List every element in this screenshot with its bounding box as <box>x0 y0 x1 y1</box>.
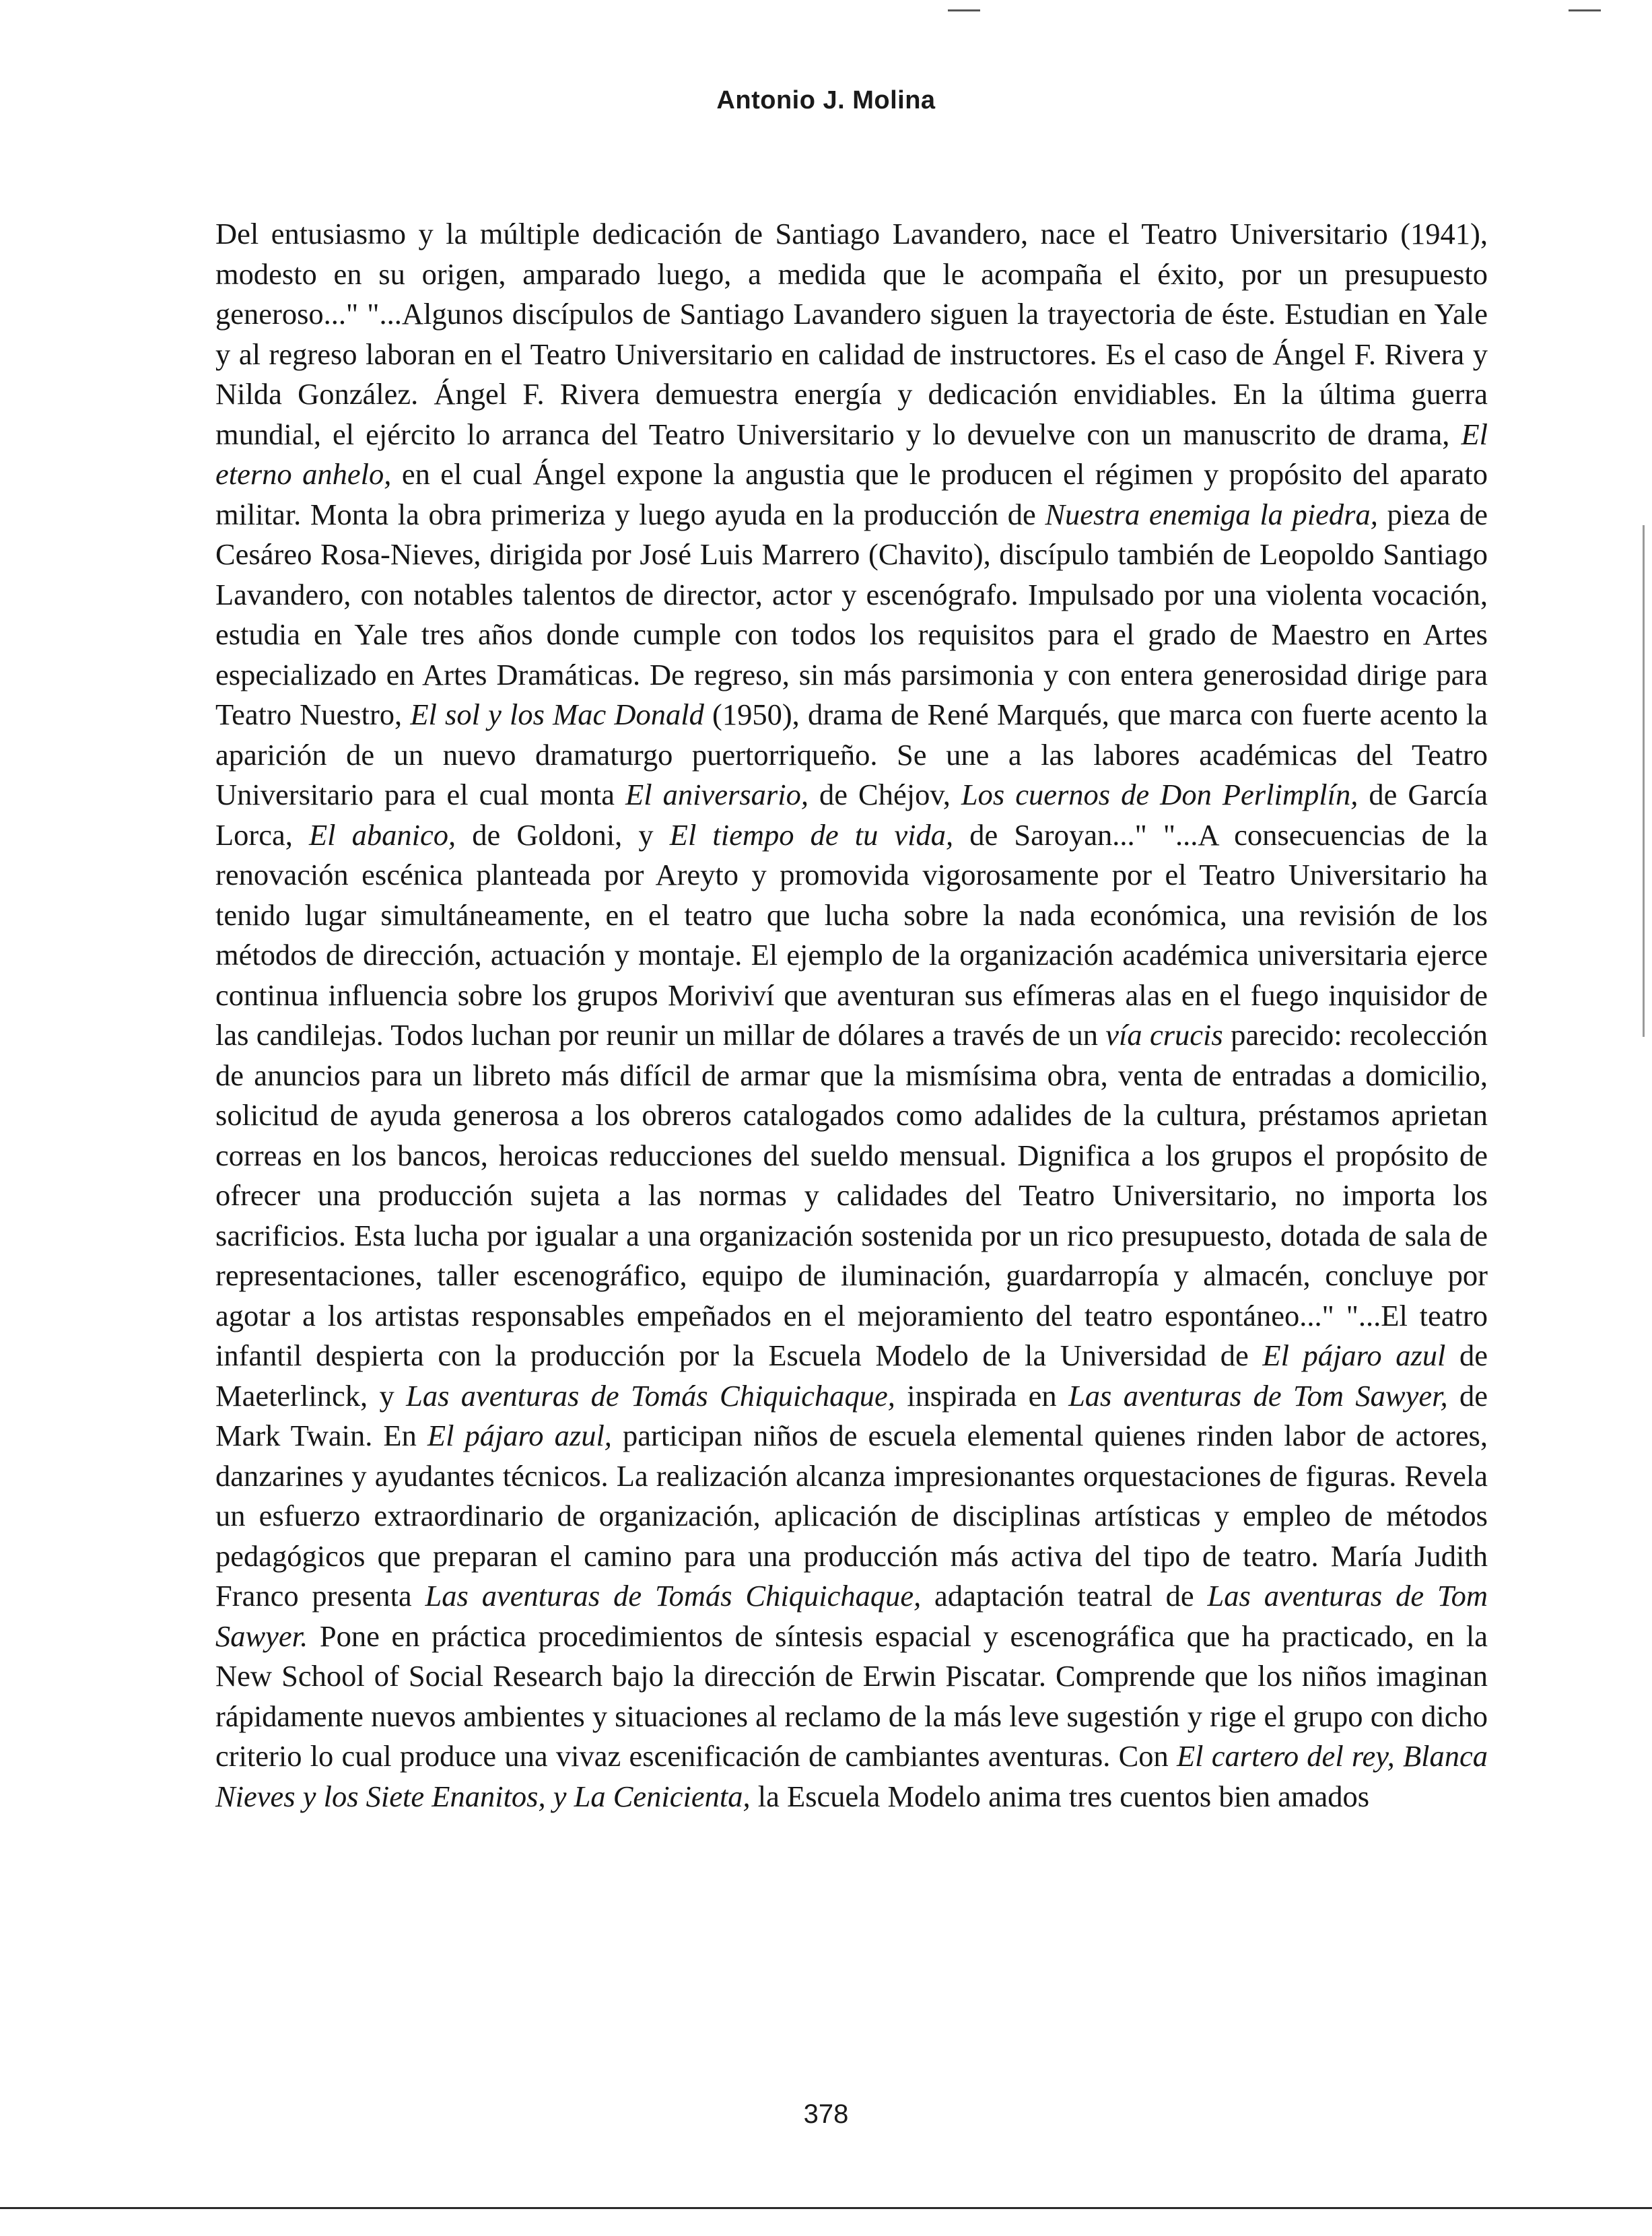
italic-title: El sol y los Mac Donald <box>410 698 704 731</box>
text-run: en el cual Ángel expone la angustia que le producen el régimen y propósito del aparato militar. Monta la obra primeriza y luego ayuda en la producción de <box>215 457 1488 531</box>
italic-title: Las aventuras de Tomás Chiquichaque, <box>406 1378 895 1413</box>
text-run: de Goldoni, y <box>456 817 670 852</box>
italic-title: Las aventuras de Tom Sawyer. <box>215 1579 1488 1653</box>
text-run: la Escuela Modelo anima tres cuentos bien amados <box>750 1779 1370 1813</box>
body-paragraph <box>215 214 1488 1817</box>
scan-edge-shadow <box>1643 525 1645 1037</box>
italic-title: El cartero del rey, Blanca Nieves y los Siete Enanitos, y La Cenicienta, <box>215 1739 1488 1813</box>
italic-title: Las aventuras de Tomás Chiquichaque, <box>425 1579 922 1613</box>
text-run: pieza de Cesáreo Rosa-Nieves, dirigida por José Luis Marrero (Chavito), discípulo también de Leopoldo Santiago Lavandero, con notables talentos de director, actor y escenógrafo. Impulsado por una violenta vocación, estudia en Yale tres años donde cumple con todos los requisitos para el grado de Maestro en Artes especializado en Artes Dramáticas. De regreso, sin más parsimonia y con entera generosidad dirige para Teatro Nuestro, <box>215 497 1488 731</box>
text-run: de Mark Twain. En <box>215 1378 1488 1452</box>
text-run: de Maeterlinck, y <box>215 1339 1488 1413</box>
italic-title: El pájaro azul, <box>427 1419 612 1452</box>
scan-mark-top-right <box>1569 9 1601 11</box>
text-run: adaptación teatral de <box>921 1579 1208 1613</box>
text-run: Pone en práctica procedimientos de síntesis espacial y escenográfica que ha practicado, en la New School of Social Research bajo la dirección de Erwin Piscatar. Comprende que los niños imaginan rápidamente nuevos ambientes y situaciones al reclamo de la más leve sugestión y rige el grupo con dicho criterio lo cual produce una vivaz escenificación de cambiantes aventuras. Con <box>215 1619 1488 1773</box>
italic-title: Los cuernos de Don Perlimplín, <box>961 778 1358 811</box>
italic-title: vía crucis <box>1105 1018 1223 1052</box>
italic-title: Nuestra enemiga la piedra, <box>1045 497 1378 531</box>
italic-title: El eterno anhelo, <box>215 417 1488 491</box>
scan-mark-top <box>948 9 980 11</box>
italic-title: El aniversario, <box>625 778 808 811</box>
page-number: 378 <box>803 2099 849 2129</box>
text-run: de García Lorca, <box>215 778 1488 852</box>
italic-title: El abanico, <box>308 817 456 852</box>
text-run: parecido: recolección de anuncios para un libreto más difícil de armar que la mismísima obra, venta de entradas a domicilio, solicitud de ayuda generosa a los obreros catalogados como adalides de la cultura, préstamos aprietan correas en los bancos, heroicas reducciones del sueldo mensual. Dignifica a los grupos el propósito de ofrecer una producción sujeta a las normas y calidades del Teatro Universitario, no importa los sacrificios. Esta lucha por igualar a una organización sostenida por un rico presupuesto, dotada de sala de representaciones, taller escenográfico, equipo de iluminación, guardarropía y almacén, concluye por agotar a los artistas responsables empeñados en el mejoramiento del teatro espontáneo..." "...El teatro infantil despierta con la producción por la Escuela Modelo de la Universidad de <box>215 1018 1488 1372</box>
text-run: de Chéjov, <box>808 778 961 811</box>
running-header-author: Antonio J. Molina <box>716 86 936 114</box>
text-run: de Saroyan..." "...A consecuencias de la renovación escénica planteada por Areyto y promovida vigorosamente por el Teatro Universitario ha tenido lugar simultáneamente, en el teatro que lucha sobre la nada económica, una revisión de los métodos de dirección, actuación y montaje. El ejemplo de la organización académica universitaria ejerce continua influencia sobre los grupos Moriviví que aventuran sus efímeras alas en el fuego inquisidor de las candilejas. Todos luchan por reunir un millar de dólares a través de un <box>215 817 1488 1052</box>
text-run: inspirada en <box>895 1378 1069 1413</box>
text-run: participan niños de escuela elemental quienes rinden labor de actores, danzarines y ayudantes técnicos. La realización alcanza impresionantes orquestaciones de figuras. Revela un esfuerzo extraordinario de organización, aplicación de disciplinas artísticas y empleo de métodos pedagógicos que preparan el camino para una producción más activa del tipo de teatro. María Judith Franco presenta <box>215 1419 1488 1613</box>
italic-title: El pájaro azul <box>1262 1339 1446 1372</box>
text-run: Del entusiasmo y la múltiple dedicación de Santiago Lavandero, nace el Teatro Universitario (1941), modesto en su origen, amparado luego, a medida que le acompaña el éxito, por un presupuesto generoso..." "...Algunos discípulos de Santiago Lavandero siguen la trayectoria de éste. Estudian en Yale y al regreso laboran en el Teatro Universitario en calidad de instructores. Es el caso de Ángel F. Rivera y Nilda González. Ángel F. Rivera demuestra energía y dedicación envidiables. En la última guerra mundial, el ejército lo arranca del Teatro Universitario y lo devuelve con un manuscrito de drama, <box>215 217 1488 451</box>
italic-title: El tiempo de tu vida, <box>669 817 954 852</box>
italic-title: Las aventuras de Tom Sawyer, <box>1068 1378 1448 1413</box>
text-run: (1950), drama de René Marqués, que marca con fuerte acento la aparición de un nuevo dramaturgo puertorriqueño. Se une a las labores académicas del Teatro Universitario para el cual monta <box>215 698 1488 811</box>
scan-rule-bottom <box>0 2207 1652 2209</box>
